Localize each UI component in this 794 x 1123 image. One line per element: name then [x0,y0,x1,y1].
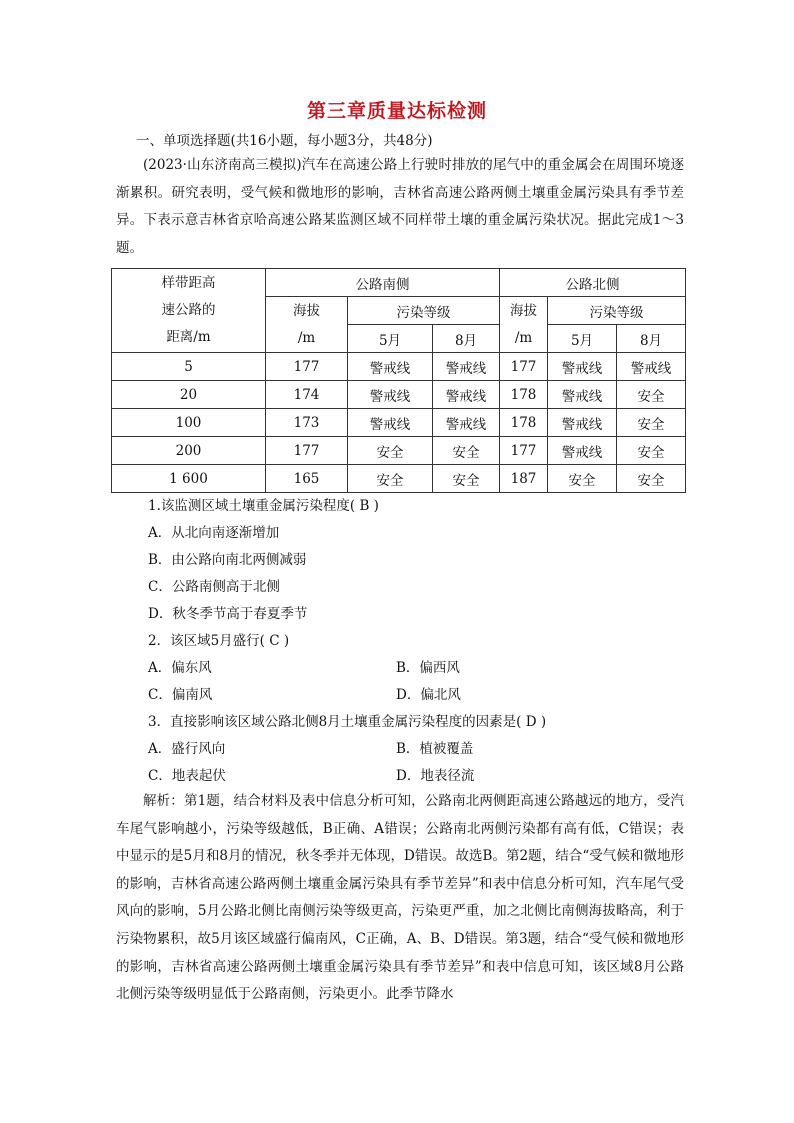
table-row [112,353,686,381]
header-south: 公路南侧 [266,269,500,297]
table-cell: 警戒线 [433,409,500,437]
table-cell: 警戒线 [348,381,433,409]
question-1-stem: 1.该监测区域土壤重金属污染程度( B ) [148,498,379,514]
table-row [112,409,686,437]
q1-option-a: A．从北向南逐渐增加 [148,525,280,541]
q1-option-d: D．秋冬季节高于春夏季节 [148,606,308,622]
header-pollution-north: 污染等级 [548,297,686,325]
q1-option-b: B．由公路向南北两侧减弱 [148,552,307,568]
header-may-north: 5月 [548,325,617,353]
table-cell: 安全 [433,437,500,465]
table-cell: 20 [112,381,266,409]
table-cell: 安全 [617,381,686,409]
q2-option-c: C．偏南风 [148,687,213,703]
header-pollution-south: 污染等级 [348,297,500,325]
q2-option-b: B．偏西风 [396,660,460,676]
table-cell: 200 [112,437,266,465]
table-cell: 177 [500,437,548,465]
page-title: 第三章质量达标检测 [306,100,487,122]
table-cell: 177 [266,353,348,381]
q3-option-b: B．植被覆盖 [396,741,474,757]
table-cell: 165 [266,465,348,493]
table-cell: 1 600 [112,465,266,493]
table-cell: 173 [266,409,348,437]
table-cell: 安全 [617,465,686,493]
table-cell: 警戒线 [548,381,617,409]
q1-option-c: C．公路南侧高于北侧 [148,579,280,595]
table-row [112,465,686,493]
table-cell: 安全 [433,465,500,493]
q3-option-a: A．盛行风向 [148,741,226,757]
table-cell: 178 [500,409,548,437]
header-north: 公路北侧 [500,269,686,297]
header-may-south: 5月 [348,325,433,353]
header-distance: 样带距高 速公路的 距离/m [112,269,266,353]
table-row [112,381,686,409]
table-cell: 安全 [548,465,617,493]
q2-option-d: D．偏北风 [396,687,461,703]
table-cell: 警戒线 [548,437,617,465]
pollution-table [111,268,686,493]
table-cell: 安全 [348,465,433,493]
table-cell: 警戒线 [548,353,617,381]
table-cell: 174 [266,381,348,409]
header-altitude-south: 海拔 /m [266,297,348,353]
header-aug-north: 8月 [617,325,686,353]
table-cell: 安全 [348,437,433,465]
table-cell: 177 [500,353,548,381]
question-3-stem: 3．直接影响该区域公路北侧8月土壤重金属污染程度的因素是( D ) [148,714,547,730]
table-cell: 警戒线 [348,353,433,381]
table-row [112,437,686,465]
section-heading: 一、单项选择题(共16小题，每小题3分，共48分) [136,133,433,149]
table-cell: 5 [112,353,266,381]
table-cell: 178 [500,381,548,409]
header-altitude-north: 海拔 /m [500,297,548,353]
table-cell: 警戒线 [433,381,500,409]
table-cell: 100 [112,409,266,437]
table-cell: 177 [266,437,348,465]
table-cell: 安全 [617,437,686,465]
q3-option-c: C．地表起伏 [148,768,226,784]
header-aug-south: 8月 [433,325,500,353]
table-cell: 警戒线 [433,353,500,381]
table-cell: 警戒线 [348,409,433,437]
table-cell: 警戒线 [617,353,686,381]
analysis-paragraph: 解析：第1题，结合材料及表中信息分析可知，公路南北两侧距高速公路越远的地方，受汽车尾气影响越小，污染等级越低，B正确、A错误；公路南北两侧污染都有高有低，C错误；表中显示的是5月和8月的情况，秋冬季并无体现，D错误。故选B。第2题，结合“受气候和微地形的影响，吉林省高速公路两侧土壤重金属污染具有季节差异”和表中信息分析可知，汽车尾气受风向的影响，5月公路北侧比南侧污染等级更高，污染更严重，加之北侧比南侧海拔略高，利于污染物累积，故5月该区域盛行偏南风，C正确，A、B、D错误。第3题，结合“受气候和微地形的影响，吉林省高速公路两侧土壤重金属污染具有季节差异”和表中信息可知，该区域8月公路北侧污染等级明显低于公路南侧，污染更小。此季节降水 [116,793,684,1003]
q3-option-d: D．地表径流 [396,768,475,784]
table-cell: 187 [500,465,548,493]
question-2-stem: 2．该区域5月盛行( C ) [148,633,290,649]
q2-option-a: A．偏东风 [148,660,212,676]
intro-paragraph: (2023·山东济南高三模拟)汽车在高速公路上行驶时排放的尾气中的重金属会在周围环境逐渐累积。研究表明，受气候和微地形的影响，吉林省高速公路两侧土壤重金属污染具有季节差异。下表示意吉林省京哈高速公路某监测区域不同样带土壤的重金属污染状况。据此完成1～3题。 [116,157,684,256]
table-cell: 警戒线 [548,409,617,437]
table-cell: 安全 [617,409,686,437]
